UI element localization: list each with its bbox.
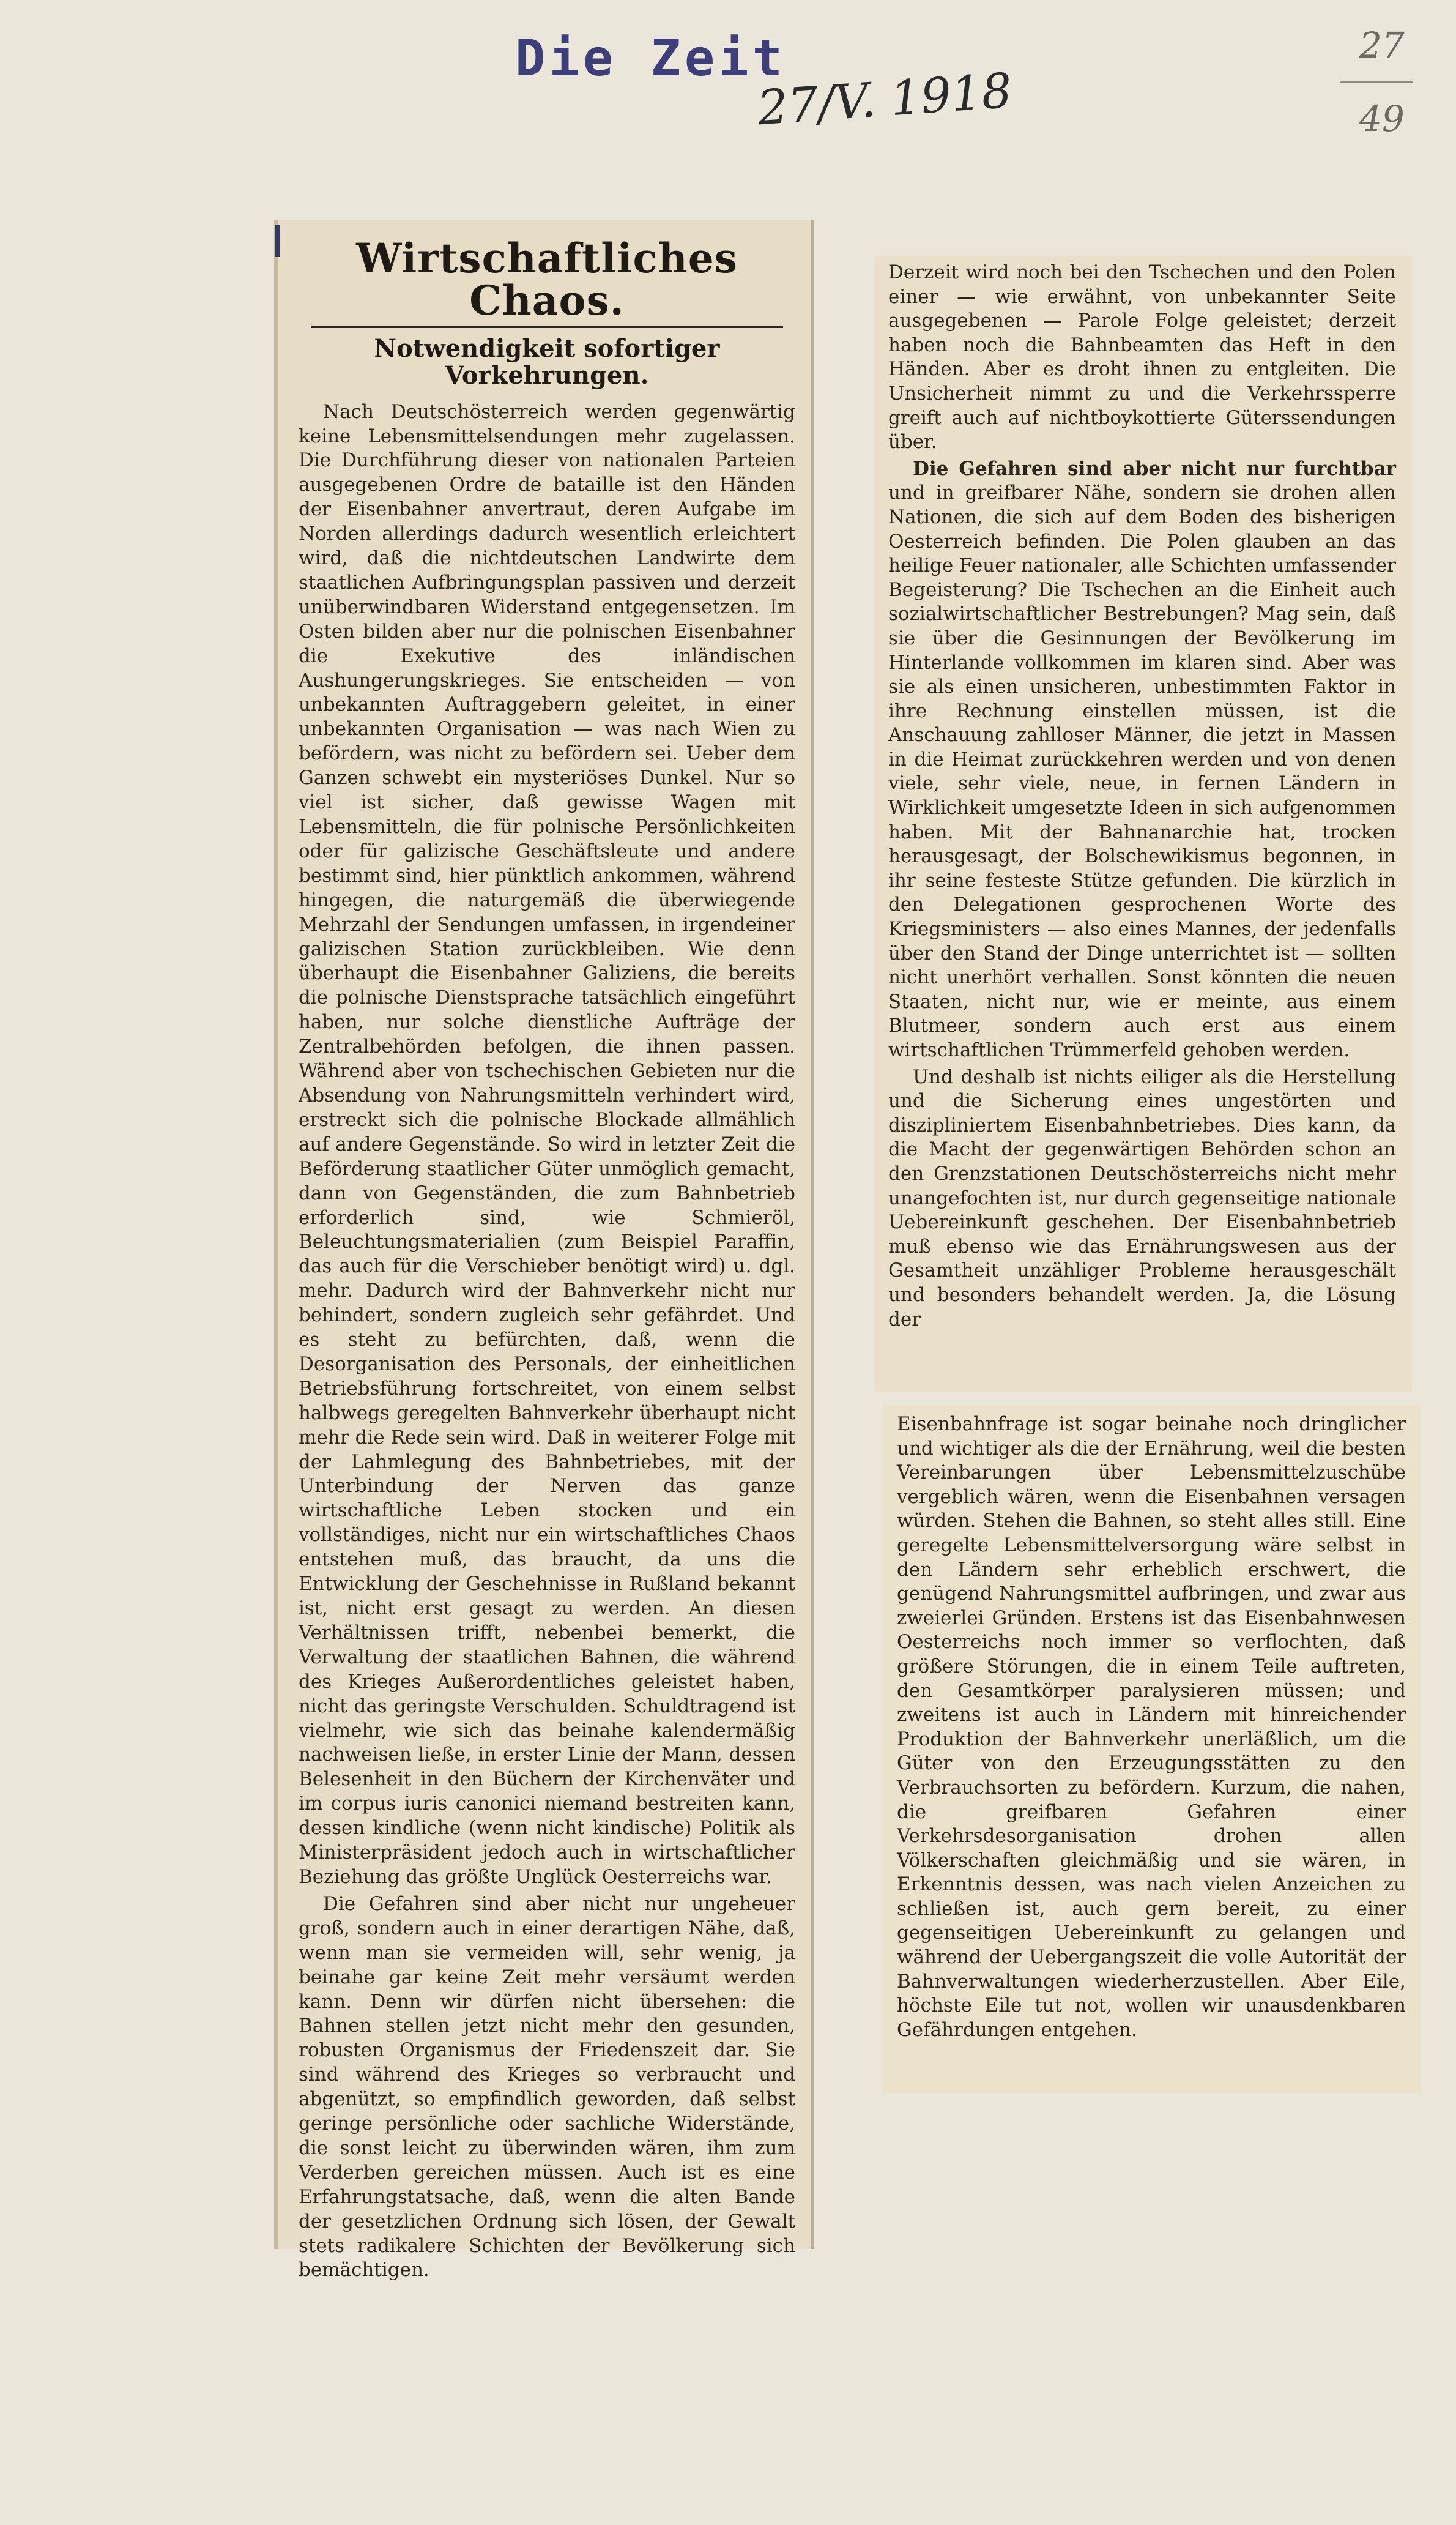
paragraph: Nach Deutschösterreich werden gegenwärtig keine Lebensmittelsendungen mehr zugelassen. Die Durchführung dieser von nationalen Parteien ausgegebenen Ordre de bataille ist den Händen der Eisenbahner anvertraut, deren Aufgabe im Norden allerdings dadurch wesentlich erleichtert wird, daß die nichtdeutschen Landwirte dem staatlichen Aufbringungsplan passiven und derzeit unüberwindbaren Widerstand entgegensetzen. Im Osten bilden aber nur die polnischen Eisenbahner die Exekutive des inländischen Aushungerungskrieges. Sie entscheiden — von unbekannten Auftraggebern geleitet, in einer unbekannten Organisation — was nach Wien zu befördern, was nicht zu befördern sei. Ueber dem Ganzen schwebt ein mysteriöses Dunkel. Nur so viel ist sicher, daß gewisse Wagen mit Lebensmitteln, die für polnische Persönlichkeiten oder für galizische Geschäftsleute und andere bestimmt sind, hier pünktlich ankommen, während hingegen, die naturgemäß die überwiegende Mehrzahl der Sendungen umfassen, in irgendeiner galizischen Station zurückbleiben. Wie denn überhaupt die Eisenbahner Galiziens, die bereits die polnische Dienstsprache tatsächlich eingeführt haben, nur solche dienstliche Aufträge der Zentralbehörden befolgen, die ihnen passen. Während aber von tschechischen Gebieten nur die Absendung von Nahrungsmitteln verhindert wird, erstreckt sich die polnische Blockade allmählich auf andere Gegenstände. So wird in letzter Zeit die Beförderung staatlicher Güter unmöglich gemacht, dann von Gegenständen, die zum Bahnbetrieb erforderlich sind, wie Schmieröl, Beleuchtungsmaterialien (zum Beispiel Paraffin, das auch für die Verschieber benötigt wird) u. dgl. mehr. Dadurch wird der Bahnverkehr nicht nur behindert, sondern zugleich sehr gefährdet. Und es steht zu befürchten, daß, wenn die Desorganisation des Personals, der einheitlichen Betriebsführung fortschreitet, von einem selbst halbwegs geregelten Bahnverkehr überhaupt nicht mehr die Rede sein wird. Daß in weiterer Folge mit der Lahmlegung des Bahnbetriebes, mit der Unterbindung der Nerven das ganze wirtschaftliche Leben stocken und ein vollständiges, nicht nur ein wirtschaftliches Chaos entstehen muß, das braucht, da uns die Entwicklung der Geschehnisse in Rußland bekannt ist, nicht erst gesagt zu werden. An diesen Verhältnissen trifft, nebenbei bemerkt, die Verwaltung der staatlichen Bahnen, die während des Krieges Außerordentliches geleistet haben, nicht das geringste Verschulden. Schuldtragend ist vielmehr, wie sich das beinahe kalendermäßig nachweisen ließe, in erster Linie der Mann, dessen Belesenheit in den Büchern der Kirchenväter und im corpus iuris canonici niemand bestreiten kann, dessen kindliche (wenn nicht kindische) Politik als Ministerpräsident jedoch auch in wirtschaftlicher Beziehung das größte Unglück Oesterreichs war. <box>299 400 795 1888</box>
paragraph: Die Gefahren sind aber nicht nur furchtbar und in greifbarer Nähe, sondern sie drohen allen Nationen, die sich auf dem Boden des bisherigen Oesterreich befinden. Die Polen glauben an das heilige Feuer nationaler, alle Schichten umfassender Begeisterung? Die Tschechen an die Einheit auch sozialwirtschaftlicher Bestrebungen? Mag sein, daß sie über die Gesinnungen der Bevölkerung im Hinterlande vollkommen im klaren sind. Aber was sie als einen unsicheren, unbestimmten Faktor in ihre Rechnung einstellen müssen, ist die Anschauung zahlloser Männer, die jetzt in Massen in die Heimat zurückkehren werden und von denen viele, sehr viele, neue, in fernen Ländern in Wirklichkeit umgesetzte Ideen in sich aufgenommen haben. Mit der Bahnanarchie hat, trocken herausgesagt, der Bolschewikismus begonnen, in ihr seine festeste Stütze gefunden. Die kürzlich in den Delegationen gesprochenen Worte des Kriegsministers — also eines Mannes, der jedenfalls über den Stand der Dinge unterrichtet ist — sollten nicht unerhört verhallen. Sonst könnten die neuen Staaten, nicht nur, wie er meinte, aus einem Blutmeer, sondern auch erst aus einem wirtschaftlichen Trümmerfeld gehoben werden. <box>888 457 1396 1061</box>
clipping-column-c <box>882 1405 1421 2093</box>
clipping-edge <box>274 220 278 2249</box>
margin-ink-mark <box>275 225 280 257</box>
article-headline: Wirtschaftliches Chaos. <box>356 234 738 325</box>
page-mark-divider <box>1340 81 1413 83</box>
headline-divider <box>311 326 783 328</box>
handwritten-date: 27/V. 1918 <box>756 63 1014 136</box>
paragraph: Derzeit wird noch bei den Tschechen und den Polen einer — wie erwähnt, von unbekannter Seite ausgegebenen — Parole Folge geleistet; derzeit haben noch die Bahnbeamten das Heft in den Händen. Aber es droht ihnen zu entgleiten. Die Unsicherheit nimmt zu und die Verkehrssperre greift auch auf nichtboykottierte Güterssendungen über. <box>888 261 1396 453</box>
clipping-edge <box>811 220 814 2249</box>
publication-stamp: Die Zeit <box>515 29 786 88</box>
clipping-column-b <box>875 256 1412 1392</box>
article-subheadline: Notwendigkeit sofortiger Vorkehrungen. <box>374 334 720 390</box>
clipping-column-a <box>274 220 812 2281</box>
page-mark-top: 27 <box>1359 24 1405 66</box>
paragraph: Die Gefahren sind aber nicht nur ungeheuer groß, sondern auch in einer derartigen Nähe, daß, wenn man sie vermeiden will, sehr wenig, ja beinahe gar keine Zeit mehr versäumt werden kann. Denn wir dürfen nicht übersehen: die Bahnen stellen jetzt nicht mehr den gesunden, robusten Organismus der Friedenszeit dar. Sie sind während des Krieges so verbraucht und abgenützt, so empfindlich geworden, daß selbst geringe persönliche oder sachliche Widerstände, die sonst leicht zu überwinden wären, ihm zum Verderben gereichen müssen. Auch ist es eine Erfahrungstatsache, daß, wenn die alten Bande der gesetzlichen Ordnung sich lösen, der Gewalt stets radikalere Schichten der Bevölkerung sich bemächtigen. <box>299 1892 795 2281</box>
page-mark-bottom: 49 <box>1359 98 1405 140</box>
paragraph: Und deshalb ist nichts eiliger als die Herstellung und die Sicherung eines ungestörten und diszipliniertem Eisenbahnbetriebes. Dies kann, da die Macht der gegenwärtigen Behörden schon an den Grenzstationen Deutschösterreichs nicht mehr unangefochten ist, nur durch gegenseitige nationale Uebereinkunft geschehen. Der Eisenbahnbetrieb muß ebenso wie das Ernährungswesen aus der Gesamtheit unzähliger Probleme herausgeschält und besonders behandelt werden. Ja, die Lösung der <box>888 1065 1396 1330</box>
paragraph: Eisenbahnfrage ist sogar beinahe noch dringlicher und wichtiger als die der Ernährung, weil die besten Vereinbarungen über Lebensmittelzuschübe vergeblich wären, wenn die Eisenbahnen versagen würden. Stehen die Bahnen, so steht alles still. Eine geregelte Lebensmittelversorgung wäre selbst in den Ländern sehr erheblich erschwert, die genügend Nahrungsmittel aufbringen, und zwar aus zweierlei Gründen. Erstens ist das Eisenbahnwesen Oesterreichs noch immer so verflochten, daß größere Störungen, die in einem Teile auftreten, den Gesamtkörper paralysieren müssen; und zweitens ist auch in Ländern mit hinreichender Produktion der Bahnverkehr unerläßlich, um die Güter von den Erzeugungsstätten zu den Verbrauchsorten zu befördern. Kurzum, die nahen, die greifbaren Gefahren einer Verkehrsdesorganisation drohen allen Völkerschaften gleichmäßig und sie wären, in Erkenntnis dessen, was nach vielen Anzeichen zu schließen ist, auch gern bereit, zu einer gegenseitigen Uebereinkunft zu gelangen und während der Uebergangszeit die volle Autorität der Bahnverwaltungen wiederherzustellen. Aber Eile, höchste Eile tut not, wollen wir unausdenkbaren Gefährdungen entgehen. <box>897 1413 1406 2041</box>
